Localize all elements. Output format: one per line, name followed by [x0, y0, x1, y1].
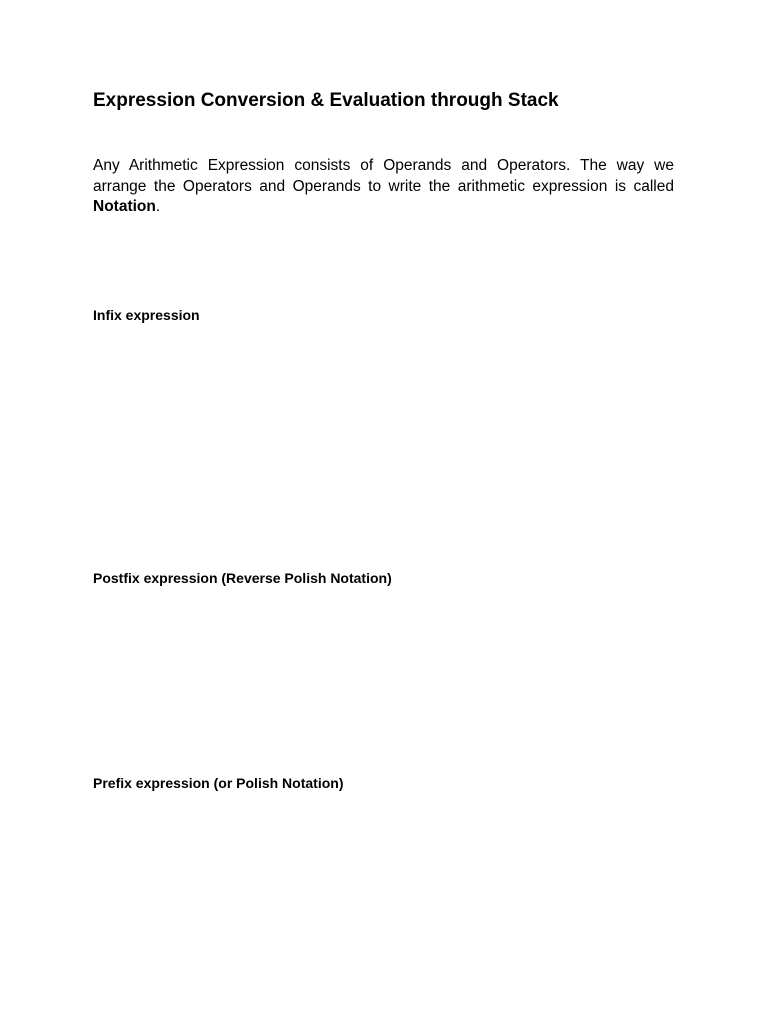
- section-heading-prefix: Prefix expression (or Polish Notation): [93, 775, 344, 791]
- section-heading-postfix: Postfix expression (Reverse Polish Notation): [93, 570, 392, 586]
- document-title: Expression Conversion & Evaluation through Stack: [93, 90, 559, 111]
- notation-term: Notation: [93, 198, 156, 215]
- section-heading-infix: Infix expression: [93, 307, 200, 323]
- intro-period: .: [155, 198, 161, 215]
- intro-text: Any Arithmetic Expression consists of Operands and Operators. The way we arrange the Operators and Operands to write the arithmetic expression is called: [93, 157, 674, 195]
- intro-paragraph: [93, 156, 674, 218]
